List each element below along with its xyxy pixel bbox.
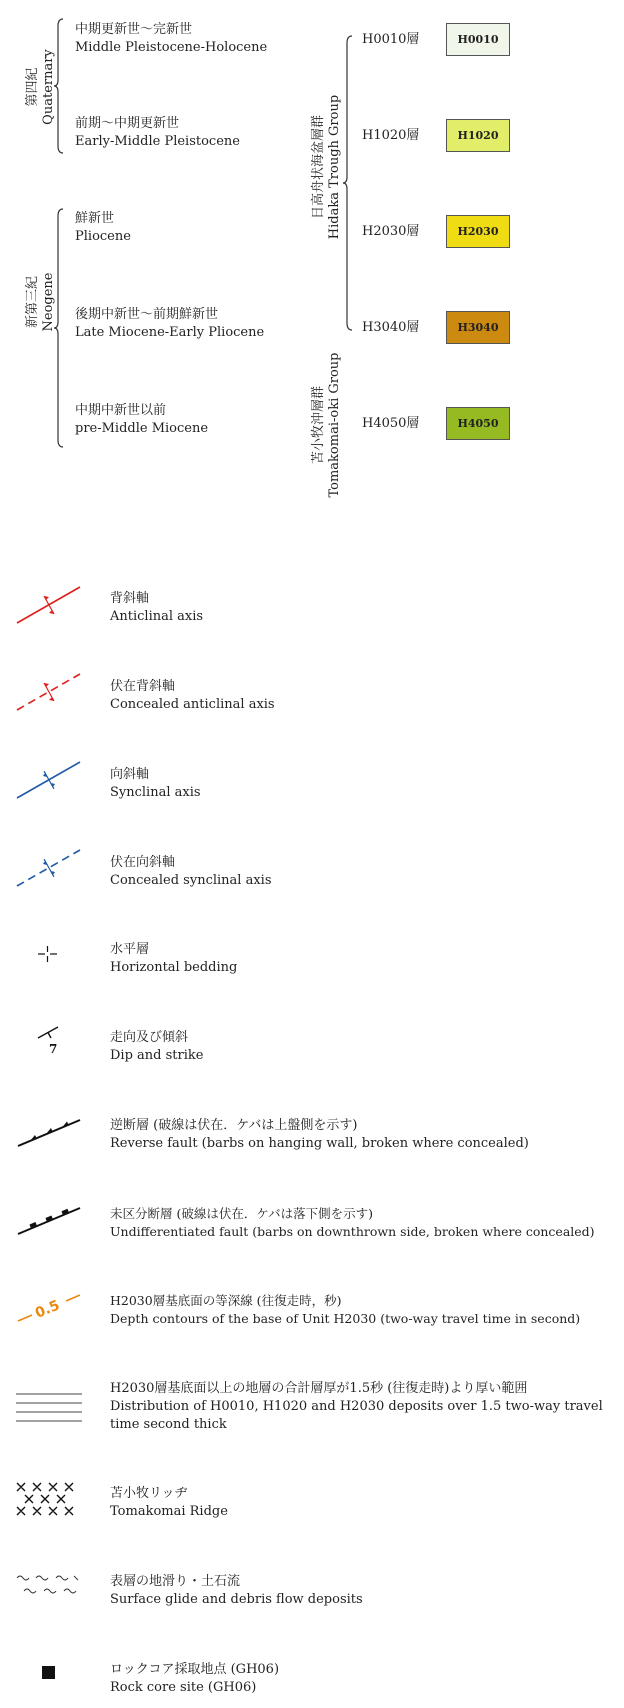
legend-depth-contours-jp: H2030層基底面の等深線 (往復走時，秒) (110, 1293, 342, 1308)
reverse-fault-symbol (16, 1112, 82, 1152)
epoch-5-en: pre-Middle Miocene (75, 421, 209, 436)
legend-reverse-fault-en: Reverse fault (barbs on hanging wall, broken where concealed) (110, 1136, 529, 1151)
period-neogene-jp: 新第三紀 (25, 276, 40, 329)
dip-strike-symbol (36, 1024, 66, 1056)
dip-value: 7 (49, 1042, 58, 1056)
legend-rock-core-jp: ロックコア採取地点 (GH06) (110, 1662, 280, 1677)
epoch-5-jp: 中期中新世以前 (75, 403, 167, 418)
epoch-1-en: Middle Pleistocene-Holocene (75, 40, 268, 55)
quaternary-bracket (54, 18, 66, 154)
group-hidaka-jp: 日高舟状海盆層群 (311, 115, 326, 220)
legend-tomakomai-ridge-jp: 苫小牧リッヂ (110, 1486, 188, 1501)
period-quaternary-en: Quaternary (41, 49, 56, 125)
undifferentiated-fault-symbol (16, 1200, 82, 1240)
legend-horizontal-bedding-jp: 水平層 (110, 942, 150, 957)
legend-synclinal (110, 766, 610, 802)
rock-core-symbol (42, 1666, 56, 1680)
depth-contour-symbol (16, 1285, 82, 1325)
legend-thickness-jp: H2030層基底面以上の地層の合計層厚が1.5秒 (往復走時)より厚い範囲 (110, 1381, 528, 1396)
legend-anticlinal-en: Anticlinal axis (110, 609, 204, 624)
unit-h4050-box: H4050 (446, 407, 510, 440)
legend-reverse-fault-jp: 逆断層 (破線は伏在．ケバは上盤側を示す) (110, 1118, 358, 1133)
legend-thickness (110, 1380, 610, 1434)
unit-h0010-label: H0010層 (362, 32, 420, 47)
epoch-1-jp: 中期更新世～完新世 (75, 22, 193, 37)
group-tomakomai-label (311, 350, 345, 500)
legend-reverse-fault (110, 1117, 620, 1153)
legend-horizontal-bedding-en: Horizontal bedding (110, 960, 238, 975)
unit-h2030-box: H2030 (446, 215, 510, 248)
legend-undifferentiated-fault-jp: 未区分断層 (破線は伏在．ケバは落下側を示す) (110, 1206, 373, 1221)
concealed-anticlinal-axis-symbol (16, 672, 82, 712)
legend-anticlinal (110, 590, 610, 626)
legend-rock-core (110, 1661, 610, 1697)
legend-horizontal-bedding (110, 941, 610, 977)
epoch-4 (75, 306, 264, 342)
surface-glide-symbol (16, 1572, 82, 1598)
legend-undifferentiated-fault-en: Undifferentiated fault (barbs on downthrown side, broken where concealed) (110, 1224, 595, 1239)
epoch-4-jp: 後期中新世～前期鮮新世 (75, 307, 219, 322)
legend-concealed-anticlinal-jp: 伏在背斜軸 (110, 679, 176, 694)
contour-value: 0.5 (33, 1297, 63, 1322)
horizontal-bedding-symbol (36, 944, 60, 964)
legend-thickness-en: Distribution of H0010, H1020 and H2030 deposits over 1.5 two-way travel time second thick (110, 1399, 603, 1432)
legend-concealed-anticlinal (110, 678, 610, 714)
tomakomai-ridge-symbol (16, 1480, 82, 1516)
legend-tomakomai-ridge (110, 1485, 610, 1521)
legend-undifferentiated-fault (110, 1205, 622, 1241)
synclinal-axis-symbol (16, 760, 82, 800)
legend-depth-contours (110, 1292, 622, 1328)
epoch-3 (75, 210, 131, 246)
unit-h1020-label: H1020層 (362, 128, 420, 143)
unit-h3040-label: H3040層 (362, 320, 420, 335)
thickness-distribution-symbol (16, 1392, 82, 1424)
epoch-2-jp: 前期～中期更新世 (75, 116, 180, 131)
epoch-3-en: Pliocene (75, 229, 131, 244)
epoch-1 (75, 21, 267, 57)
unit-h3040-box: H3040 (446, 311, 510, 344)
group-tomakomai-jp: 苫小牧沖層群 (311, 386, 326, 465)
legend-synclinal-jp: 向斜軸 (110, 767, 150, 782)
neogene-bracket (54, 208, 66, 448)
legend-depth-contours-en: Depth contours of the base of Unit H2030 (two-way travel time in second) (110, 1311, 581, 1326)
epoch-2-en: Early-Middle Pleistocene (75, 134, 240, 149)
group-hidaka-label (311, 92, 345, 242)
anticlinal-axis-symbol (16, 585, 82, 625)
hidaka-bracket (342, 35, 354, 331)
epoch-5 (75, 402, 208, 438)
legend-concealed-synclinal-jp: 伏在向斜軸 (110, 855, 176, 870)
legend-dip-strike (110, 1029, 610, 1065)
unit-h4050-label: H4050層 (362, 416, 420, 431)
legend-synclinal-en: Synclinal axis (110, 785, 201, 800)
group-tomakomai-en: Tomakomai-oki Group (327, 352, 342, 498)
epoch-2 (75, 115, 240, 151)
epoch-3-jp: 鮮新世 (75, 211, 115, 226)
legend-concealed-anticlinal-en: Concealed anticlinal axis (110, 697, 275, 712)
epoch-4-en: Late Miocene-Early Pliocene (75, 325, 265, 340)
legend-concealed-synclinal (110, 854, 610, 890)
legend-dip-strike-en: Dip and strike (110, 1048, 204, 1063)
period-quaternary-jp: 第四紀 (25, 67, 40, 107)
legend-dip-strike-jp: 走向及び傾斜 (110, 1030, 189, 1045)
unit-h2030-label: H2030層 (362, 224, 420, 239)
legend-surface-glide-jp: 表層の地滑り・土石流 (110, 1574, 241, 1589)
unit-h1020-box: H1020 (446, 119, 510, 152)
legend-rock-core-en: Rock core site (GH06) (110, 1680, 257, 1695)
group-hidaka-en: Hidaka Trough Group (327, 94, 342, 240)
concealed-synclinal-axis-symbol (16, 848, 82, 888)
legend-surface-glide (110, 1573, 610, 1609)
legend-surface-glide-en: Surface glide and debris flow deposits (110, 1592, 363, 1607)
legend-anticlinal-jp: 背斜軸 (110, 591, 150, 606)
legend-tomakomai-ridge-en: Tomakomai Ridge (110, 1504, 228, 1519)
period-neogene-en: Neogene (41, 272, 56, 332)
unit-h0010-box: H0010 (446, 23, 510, 56)
legend-concealed-synclinal-en: Concealed synclinal axis (110, 873, 272, 888)
